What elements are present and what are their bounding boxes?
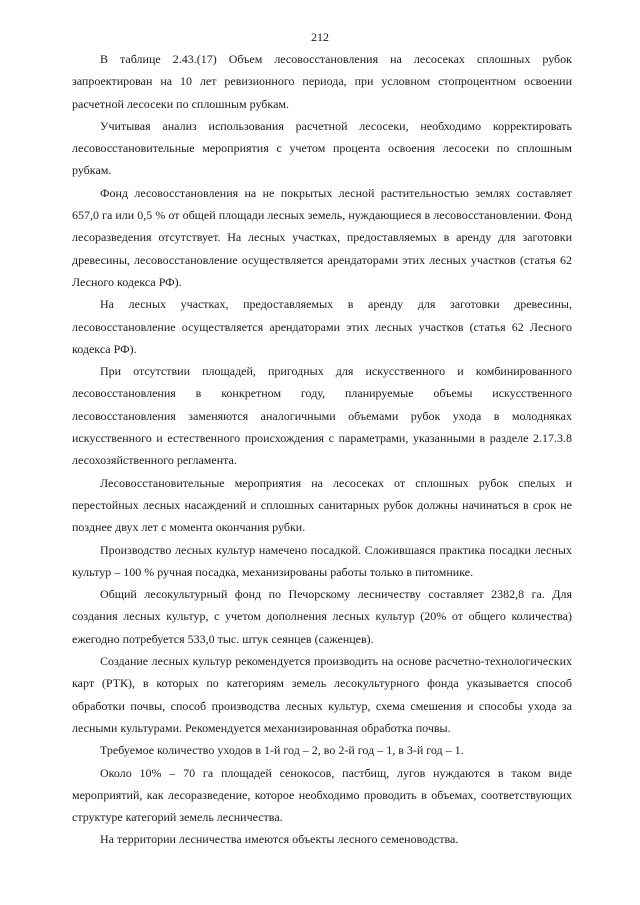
paragraph-technology-maps: Создание лесных культур рекомендуется производить на основе расчетно-технологических карт (РТК), в которых по категориям земель лесокультурного фонда указывается способ обработки почвы, способ производства лесных культур, схема смешения и способы ухода за лесными культурами. Рекомендуется механизированная обработка почвы. xyxy=(72,654,572,735)
paragraph-forest-culture-fund: Общий лесокультурный фонд по Печорскому лесничеству составляет 2382,8 га. Для создания лесных культур, с учетом дополнения лесных культур (20% от общего количества) ежегодно потребуется 533,0 тыс. штук сеянцев (саженцев). xyxy=(72,587,572,646)
paragraph-no-suitable-areas: При отсутствии площадей, пригодных для искусственного и комбинированного лесовосстановления в конкретном году, планируемые объемы искусственного лесовосстановления заменяются аналогичными объемами рубок ухода в молодняках искусственного и естественного происхождения с параметрами, указанными в разделе 2.17.3.8 лесохозяйственного регламента. xyxy=(72,364,572,468)
paragraph-afforestation: Около 10% – 70 га площадей сенокосов, пастбищ, лугов нуждаются в таком виде мероприятий, как лесоразведение, которое необходимо проводить в объемах, соответствующих структуре категорий земель лесничества. xyxy=(72,765,572,825)
paragraph-leased-plots: На лесных участках, предоставляемых в аренду для заготовки древесины, лесовосстановление осуществляется арендаторами этих лесных участков (статья 62 Лесного кодекса РФ). xyxy=(72,297,572,356)
paragraph-reforestation-volume: В таблице 2.43.(17) Объем лесовосстановления на лесосеках сплошных рубок запроектирован на 10 лет ревизионного периода, при условном стопроцентном освоении расчетной лесосеки по сплошным рубкам. xyxy=(72,52,572,111)
paragraph-planting-method: Производство лесных культур намечено посадкой. Сложившаяся практика посадки лесных культур – 100 % ручная посадка, механизированы работы только в питомнике. xyxy=(72,542,572,579)
paragraph-reforestation-deadline: Лесовосстановительные мероприятия на лесосеках от сплошных рубок спелых и перестойных лесных насаждений и сплошных санитарных рубок должны начинаться в срок не позднее двух лет с момента окончания рубки. xyxy=(72,475,572,535)
paragraph-seed-objects: На территории лесничества имеются объекты лесного семеноводства. xyxy=(100,832,459,847)
paragraph-care-count: Требуемое количество уходов в 1-й год – 2, во 2-й год – 1, в 3-й год – 1. xyxy=(100,743,464,758)
paragraph-cutting-analysis: Учитывая анализ использования расчетной лесосеки, необходимо корректировать лесовосстановительные мероприятия с учетом процента освоения лесосеки по сплошным рубкам. xyxy=(72,118,572,178)
paragraph-reforestation-fund: Фонд лесовосстановления на не покрытых лесной растительностью землях составляет 657,0 га или 0,5 % от общей площади лесных земель, нуждающиеся в лесовосстановлении. Фонд лесоразведения отсутствует. На лесных участках, предоставляемых в аренду для заготовки древесины, лесовосстановление осуществляется арендаторами этих лесных участков (статья 62 Лесного кодекса РФ). xyxy=(72,185,572,289)
body-text xyxy=(72,48,572,851)
page-number: 212 xyxy=(311,30,329,44)
